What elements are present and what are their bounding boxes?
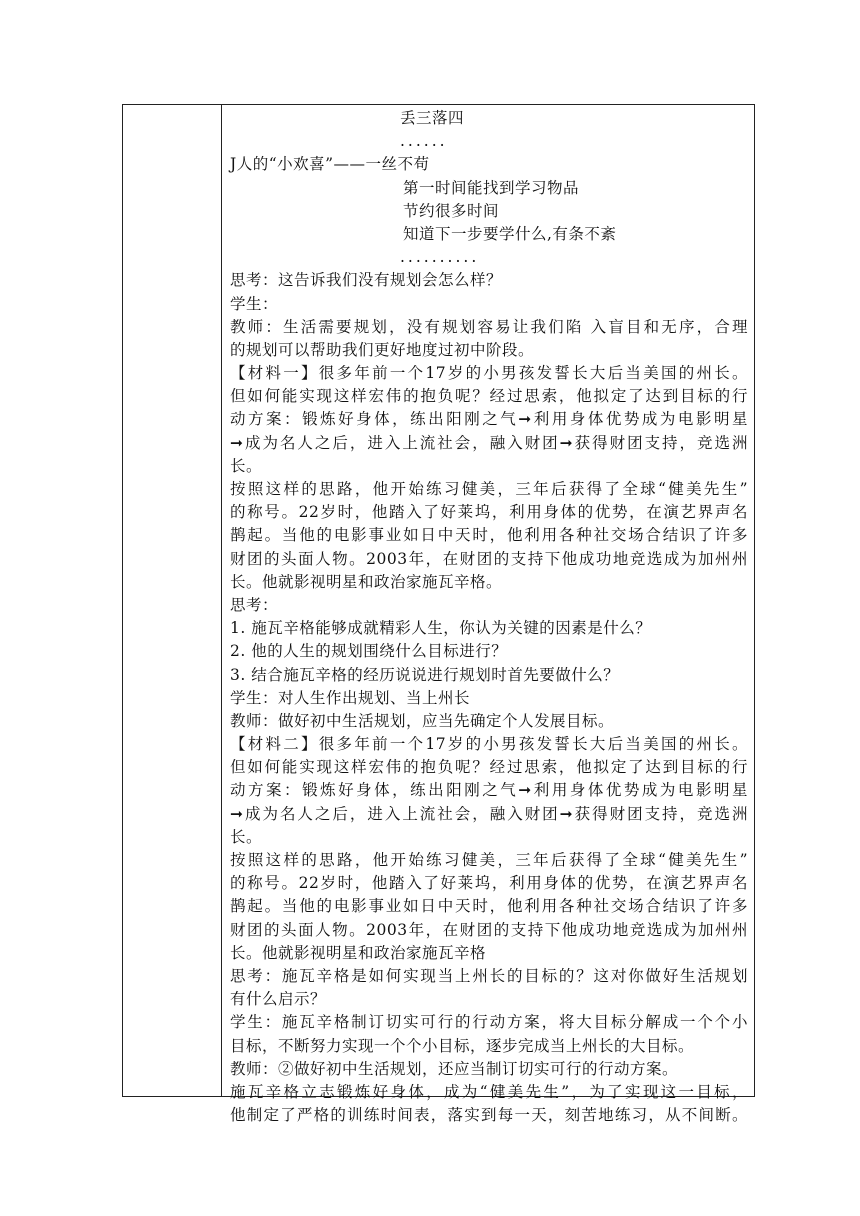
text-line: [230, 432, 748, 455]
text-line: 财团的头面人物。2003年，在财团的支持下他成功地竞选成为加州州: [230, 549, 748, 568]
table-content-cell: [223, 105, 754, 1125]
text-line: 财团的头面人物。2003年，在财团的支持下他成功地竞选成为加州州: [230, 920, 748, 939]
text-line: 有什么启示？: [230, 990, 327, 1009]
text-line: 施瓦辛格立志锻炼好身体，成为“健美先生”，为了实现这一目标，: [230, 1082, 748, 1101]
teacher-line: 教师：做好初中生活规划，应当先确定个人发展目标。: [230, 711, 615, 730]
student-line: 学生：施瓦辛格制订切实可行的行动方案，将大目标分解成一个个小: [230, 1013, 748, 1032]
text-line: 但如何能实现这样宏伟的抱负呢？经过思索，他拟定了达到目标的行: [230, 758, 748, 777]
text-line: 他制定了严格的训练时间表，落实到每一天，刻苦地练习，从不间断。: [230, 1106, 748, 1125]
arrow-icon: ➞: [230, 433, 244, 452]
question-line: 思考：: [230, 595, 279, 614]
text-line: 但如何能实现这样宏伟的抱负呢？经过思索，他拟定了达到目标的行: [230, 387, 748, 406]
text-segment: 获得财团支持，竞选洲: [573, 804, 748, 823]
material-one-heading: 【材料一】很多年前一个17岁的小男孩发誓长大后当美国的州长。: [230, 364, 748, 383]
question-item: 3. 结合施瓦辛格的经历说说进行规划时首先要做什么？: [230, 665, 620, 684]
text-line: 的称号。22岁时，他踏入了好莱坞，利用身体的优势，在演艺界声名: [230, 503, 748, 522]
text-segment: 动方案：锻炼好身体，练出阳刚之气: [230, 410, 519, 429]
teacher-line: 教师：②做好初中生活规划，还应当制订切实可行的行动方案。: [230, 1059, 679, 1078]
text-line: 丢三落四: [400, 109, 465, 127]
text-line: 鹊起。当他的电影事业如日中天时，他利用各种社交场合结识了许多: [230, 526, 748, 545]
text-line: 鹊起。当他的电影事业如日中天时，他利用各种社交场合结识了许多: [230, 897, 748, 916]
arrow-icon: ➞: [518, 410, 532, 429]
text-segment: 利用身体优势成为电影明星: [531, 410, 748, 429]
text-segment: 成为名人之后，进入上流社会，融入财团: [243, 433, 560, 452]
teacher-line: 教师：生活需要规划，没有规划容易让我们陷 入盲目和无序，合理: [230, 317, 748, 336]
text-line: 长。: [230, 456, 263, 475]
question-item: 1. 施瓦辛格能够成就精彩人生，你认为关键的因素是什么？: [230, 619, 652, 638]
text-line: 按照这样的思路，他开始练习健美，三年后获得了全球“健美先生”: [230, 851, 748, 869]
text-line: [230, 779, 748, 802]
text-line: 第一时间能找到学习物品: [403, 178, 580, 197]
text-segment: 动方案：锻炼好身体，练出阳刚之气: [230, 781, 519, 800]
text-line: 长。: [230, 827, 263, 846]
ellipsis-line: ......: [400, 132, 448, 151]
question-line: 思考：施瓦辛格是如何实现当上州长的目标的？这对你做好生活规划: [230, 966, 748, 985]
question-item: 2. 他的人生的规划围绕什么目标进行？: [230, 642, 508, 661]
student-line: 学生：对人生作出规划、当上州长: [230, 688, 471, 707]
text-line: [230, 408, 748, 431]
text-line: J人的“小欢喜”——一丝不苟: [230, 155, 430, 174]
text-segment: 获得财团支持，竞选洲: [573, 433, 748, 452]
text-line: [230, 803, 748, 826]
table-left-cell: [123, 105, 222, 1096]
arrow-icon: ➞: [230, 804, 244, 823]
lesson-table: [122, 104, 755, 1125]
text-segment: 利用身体优势成为电影明星: [531, 781, 748, 800]
text-segment: 成为名人之后，进入上流社会，融入财团: [243, 804, 560, 823]
text-line: 的规划可以帮助我们更好地度过初中阶段。: [230, 340, 535, 359]
arrow-icon: ➞: [559, 804, 574, 823]
text-line: 知道下一步要学什么,有条不紊: [403, 224, 617, 243]
text-line: 长。他就影视明星和政治家施瓦辛格: [230, 943, 487, 962]
ellipsis-line: ..........: [400, 248, 480, 267]
text-line: 节约很多时间: [403, 201, 500, 220]
text-line: 按照这样的思路，他开始练习健美，三年后获得了全球“健美先生”: [230, 480, 748, 498]
arrow-icon: ➞: [559, 433, 574, 452]
text-line: 的称号。22岁时，他踏入了好莱坞，利用身体的优势，在演艺界声名: [230, 874, 748, 893]
question-line: 思考：这告诉我们没有规划会怎么样？: [230, 271, 503, 290]
arrow-icon: ➞: [518, 781, 532, 800]
text-line: 长。他就影视明星和政治家施瓦辛格。: [230, 572, 503, 591]
material-two-heading: 【材料二】很多年前一个17岁的小男孩发誓长大后当美国的州长。: [230, 735, 748, 754]
text-line: 目标，不断努力实现一个个小目标，逐步完成当上州长的大目标。: [230, 1036, 695, 1055]
student-line: 学生：: [230, 294, 279, 313]
